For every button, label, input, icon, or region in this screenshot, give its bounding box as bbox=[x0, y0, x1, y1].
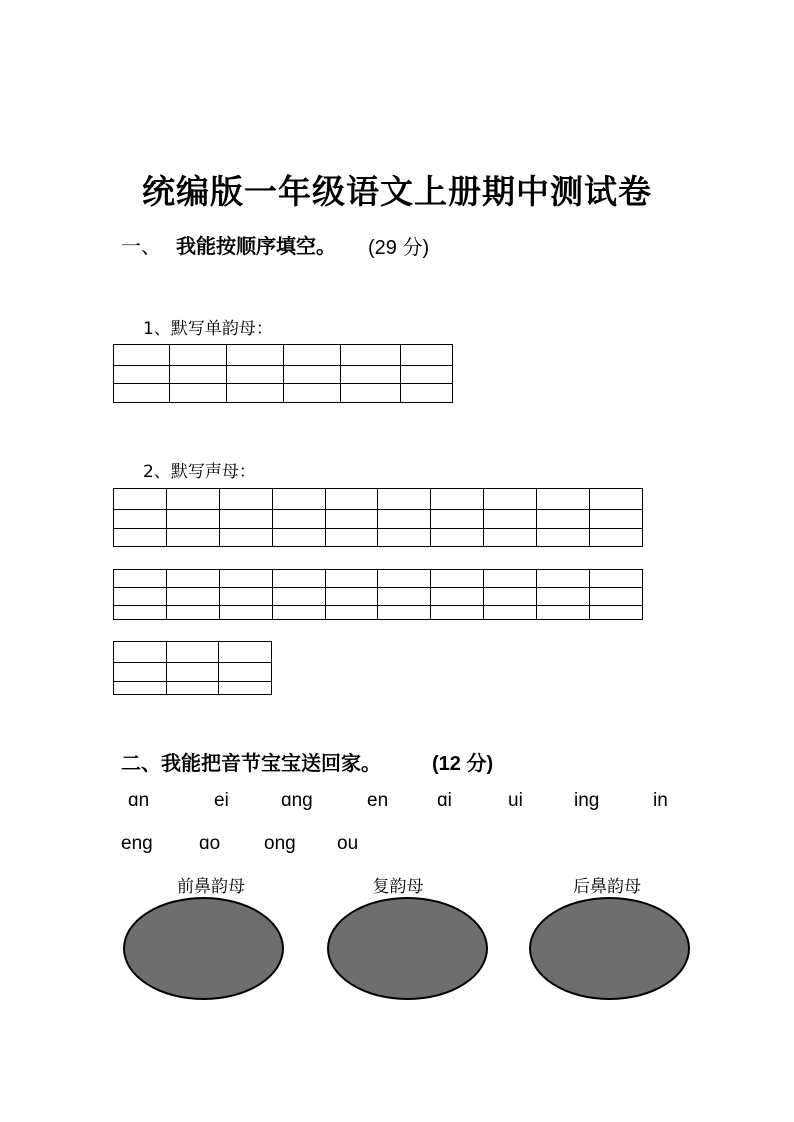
writing-grid-initials-3[interactable] bbox=[113, 641, 272, 695]
category-label-front-nasal: 前鼻韵母 bbox=[177, 877, 245, 897]
category-label-back-nasal: 后鼻韵母 bbox=[573, 877, 641, 897]
drop-target-compound[interactable] bbox=[327, 897, 488, 1000]
page-title: 统编版一年级语文上册期中测试卷 bbox=[142, 172, 652, 211]
writing-grid-initials-1[interactable] bbox=[113, 488, 643, 547]
section-1-points: (29 分) bbox=[368, 237, 430, 259]
syllable-card[interactable]: ɑn bbox=[128, 790, 150, 811]
syllable-card[interactable]: ɑng bbox=[281, 790, 313, 811]
syllable-card[interactable]: ei bbox=[214, 790, 229, 811]
syllable-card[interactable]: ɑi bbox=[437, 790, 452, 811]
syllable-card[interactable]: ong bbox=[264, 833, 296, 854]
syllable-card[interactable]: ou bbox=[337, 833, 359, 854]
section-2-heading: 二、我能把音节宝宝送回家。 bbox=[121, 751, 381, 775]
syllable-card[interactable]: eng bbox=[121, 833, 153, 854]
writing-grid-single-finals[interactable] bbox=[113, 344, 453, 403]
question-2-label: 2、默写声母： bbox=[143, 462, 256, 482]
syllable-card[interactable]: ing bbox=[574, 790, 600, 811]
syllable-card[interactable]: en bbox=[367, 790, 389, 811]
syllable-card[interactable]: ui bbox=[508, 790, 523, 811]
question-1-label: 1、默写单韵母： bbox=[143, 319, 273, 339]
syllable-card[interactable]: in bbox=[653, 790, 668, 811]
syllable-card[interactable]: ɑo bbox=[199, 833, 221, 854]
section-2-points: (12 分) bbox=[432, 753, 494, 775]
section-1-number: 一、 bbox=[121, 234, 161, 258]
category-label-compound: 复韵母 bbox=[372, 877, 424, 897]
section-1-heading: 我能按顺序填空。 bbox=[176, 234, 336, 258]
writing-grid-initials-2[interactable] bbox=[113, 569, 643, 620]
drop-target-front-nasal[interactable] bbox=[123, 897, 284, 1000]
drop-target-back-nasal[interactable] bbox=[529, 897, 690, 1000]
